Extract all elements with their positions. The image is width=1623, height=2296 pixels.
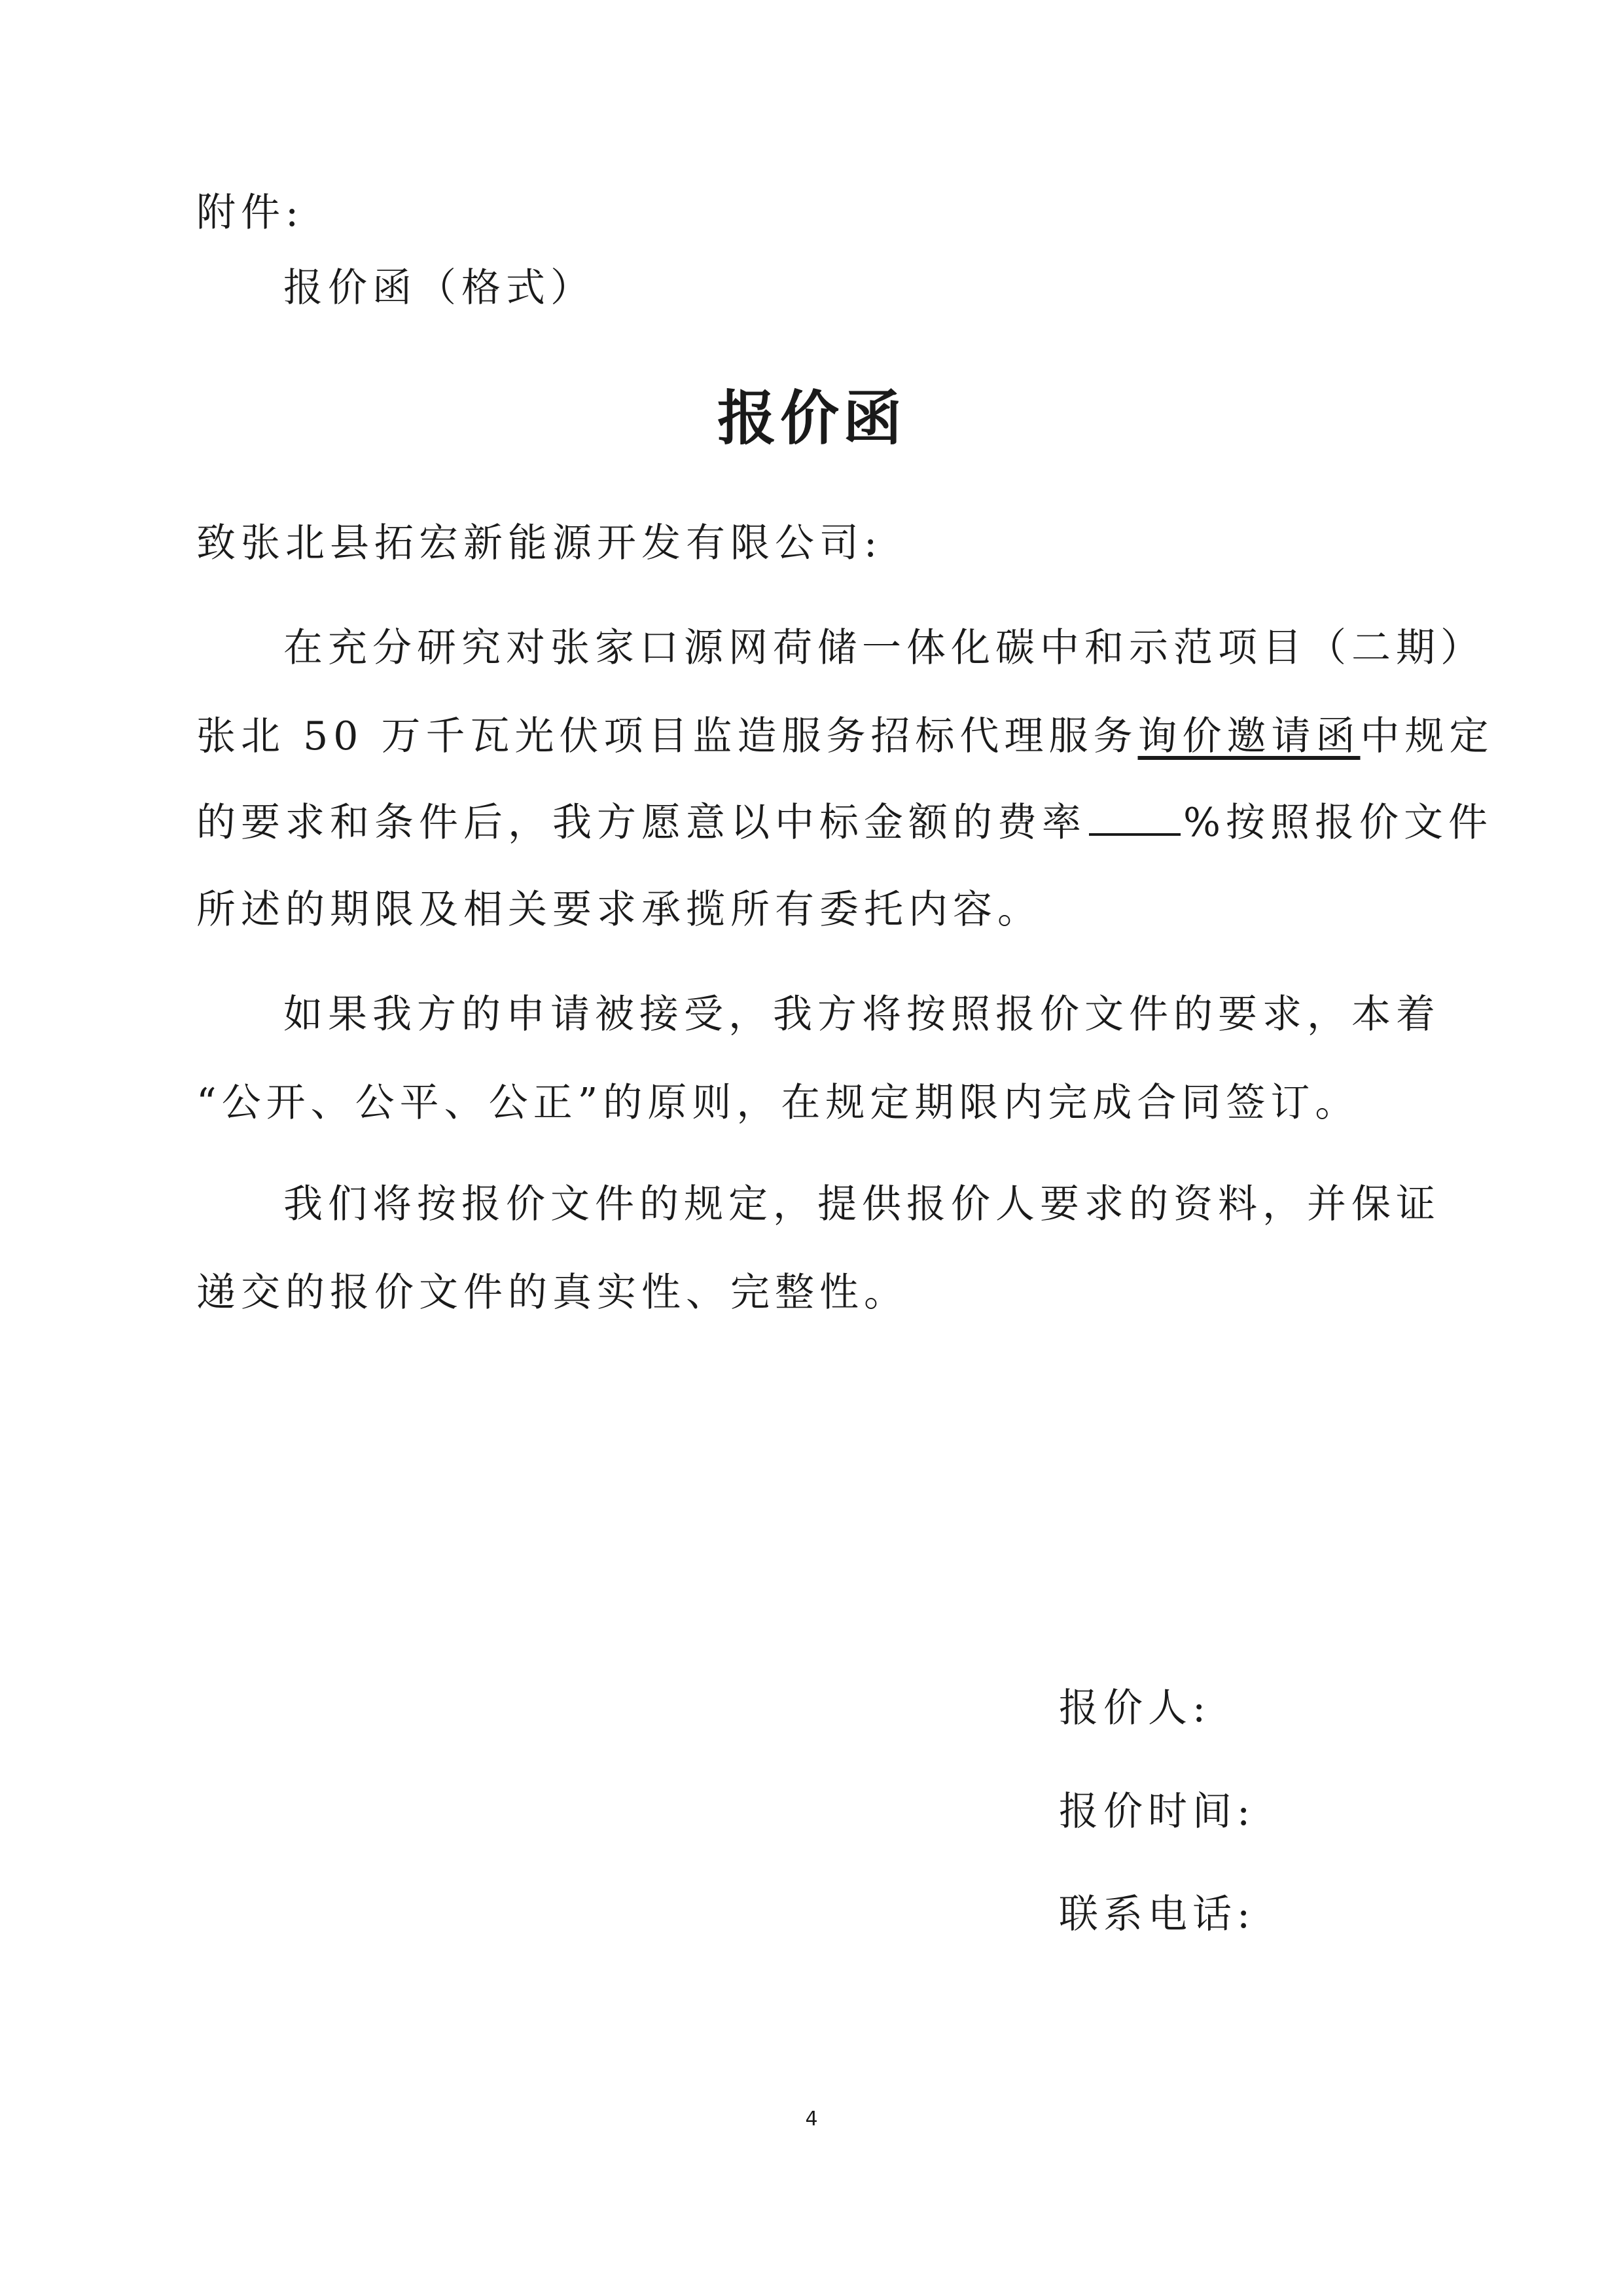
attachment-label: 附件: (196, 190, 304, 236)
para3-line2: 递交的报价文件的真实性、完整性。 (196, 1270, 908, 1316)
signature-bidder: 报价人: (1059, 1685, 1211, 1731)
para2-line1: 如果我方的申请被接受，我方将按照报价文件的要求，本着 (283, 992, 1440, 1037)
para1-line4: 所述的期限及相关要求承揽所有委托内容。 (196, 887, 1042, 933)
para1-line1: 在充分研究对张家口源网荷储一体化碳中和示范项目（二期） (283, 625, 1485, 671)
attachment-title: 报价函（格式） (283, 265, 595, 311)
salutation: 致张北县拓宏新能源开发有限公司: (196, 520, 883, 566)
inquiry-invitation-ref: 询价邀请函 (1137, 713, 1361, 759)
para2-line2: “公开、公平、公正”的原则，在规定期限内完成合同签订。 (196, 1080, 1360, 1126)
fee-rate-blank (1089, 799, 1181, 836)
para1-line3-pre: 的要求和条件后，我方愿意以中标金额的费率 (196, 800, 1086, 846)
signature-phone: 联系电话: (1059, 1892, 1256, 1937)
page-title: 报价函 (717, 384, 906, 453)
para1-line3 (196, 797, 1493, 849)
para1-line3-post: %按照报价文件 (1183, 800, 1493, 846)
para1-line2-post: 中规定 (1360, 713, 1494, 759)
para3-line1: 我们将按报价文件的规定，提供报价人要求的资料，并保证 (283, 1181, 1440, 1227)
page-number: 4 (805, 2108, 818, 2130)
para1-line2-pre: 张北 50 万千瓦光伏项目监造服务招标代理服务 (196, 713, 1138, 759)
para1-line2 (196, 710, 1494, 762)
signature-date: 报价时间: (1059, 1789, 1256, 1835)
